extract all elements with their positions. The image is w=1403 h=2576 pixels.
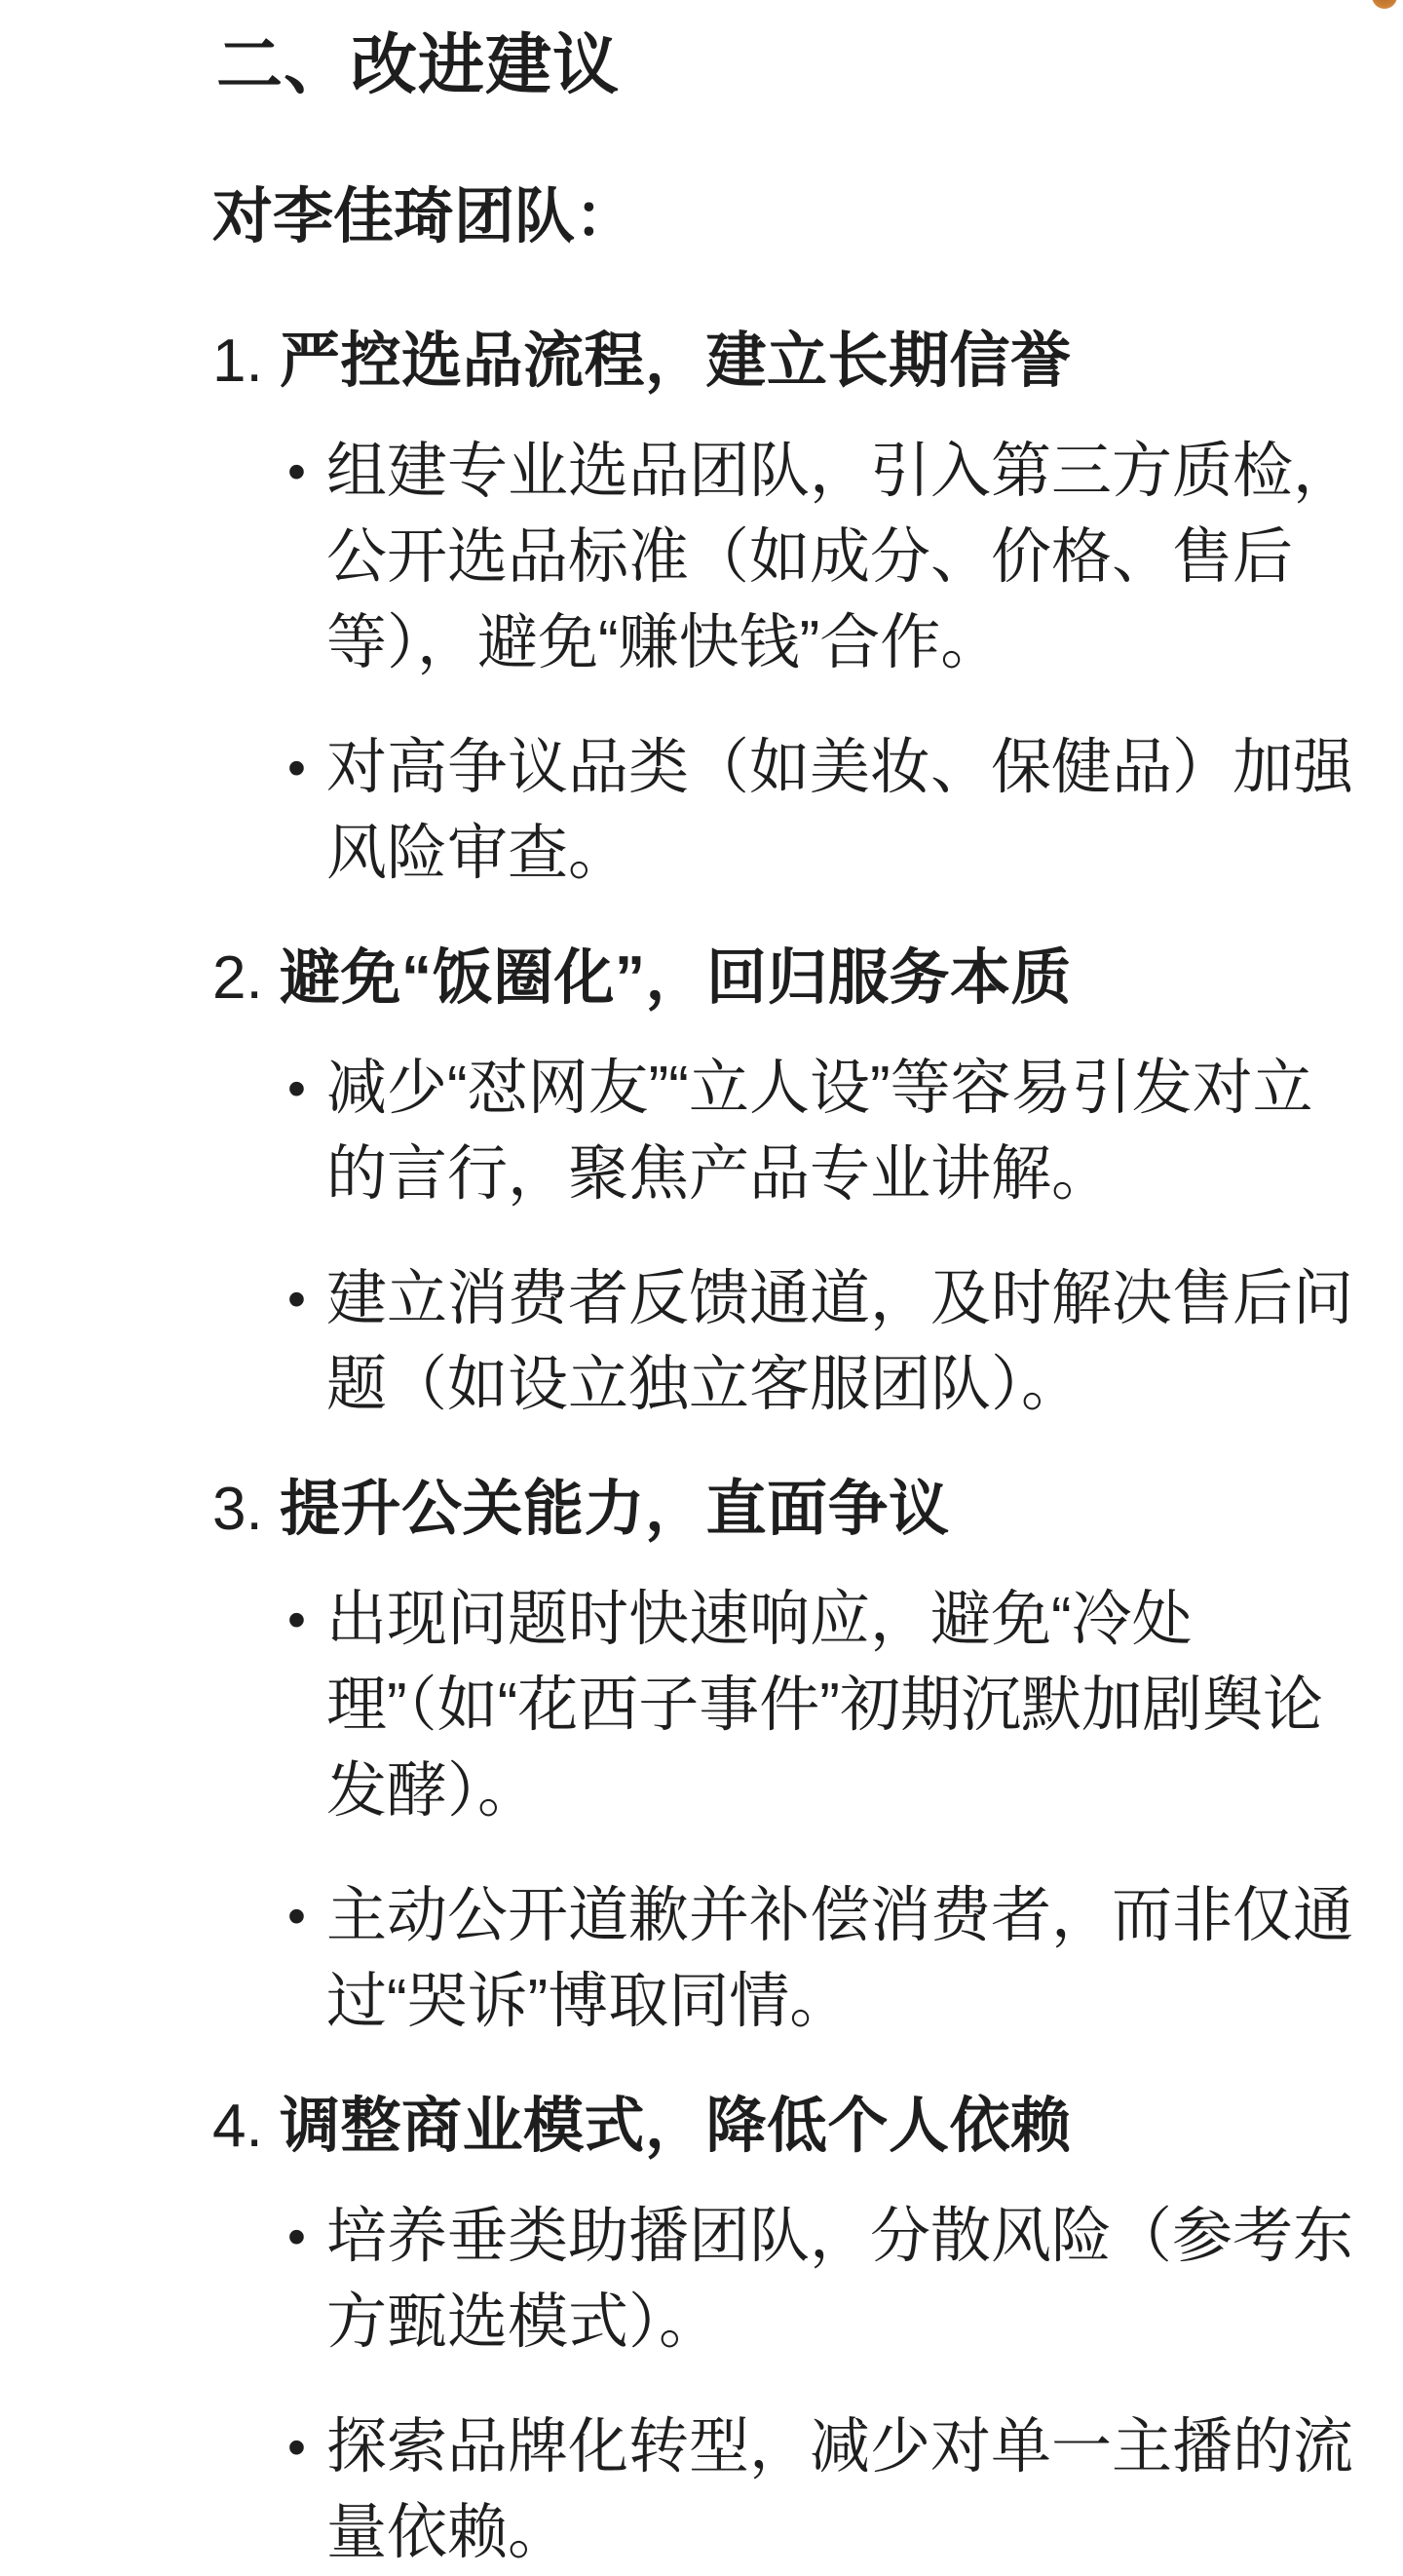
item-title: 避免“饭圈化”，回归服务本质 xyxy=(280,944,1073,1012)
list-item-1 xyxy=(212,319,1366,897)
bullet-dot-icon: • xyxy=(287,2208,306,2266)
subheading: 对李佳琦团队： xyxy=(212,183,636,250)
item-heading xyxy=(212,1467,1366,1553)
item-title: 调整商业模式，降低个人依赖 xyxy=(280,2093,1072,2160)
bullet-text: 建立消费者反馈通道，及时解决售后问题（如设立独立客服团队）。 xyxy=(326,1265,1354,1418)
item-number: 4. xyxy=(212,2093,263,2160)
item-heading xyxy=(212,936,1366,1021)
bullet-text: 组建专业选品团队，引入第三方质检，公开选品标准（如成分、价格、售后等），避免“赚快钱”合作。 xyxy=(326,438,1354,676)
bullet-text: 主动公开道歉并补偿消费者，而非仅通过“哭诉”博取同情。 xyxy=(326,1882,1354,2035)
bullet-dot-icon: • xyxy=(287,1591,306,1649)
bullet-text: 培养垂类助播团队，分散风险（参考东方甄选模式）。 xyxy=(326,2203,1354,2356)
bullet-text: 减少“怼网友”“立人设”等容易引发对立的言行，聚焦产品专业讲解。 xyxy=(326,1055,1313,1208)
bullet-dot-icon: • xyxy=(287,1059,306,1118)
section-heading: 二、改进建议 xyxy=(216,28,621,102)
bullet-item xyxy=(212,725,1366,897)
item-heading xyxy=(212,2084,1366,2170)
bullet-item xyxy=(212,1046,1366,1217)
bullet-item xyxy=(212,2404,1366,2576)
bullet-item xyxy=(212,2194,1366,2365)
bullet-item xyxy=(212,429,1366,686)
item-title: 严控选品流程，建立长期信誉 xyxy=(280,327,1072,395)
bullet-text: 探索品牌化转型，减少对单一主播的流量依赖。 xyxy=(326,2413,1354,2566)
bullet-text: 出现问题时快速响应，避免“冷处理”（如“花西子事件”初期沉默加剧舆论发酵）。 xyxy=(326,1586,1323,1825)
bullet-dot-icon: • xyxy=(287,739,306,797)
list-item-4 xyxy=(212,2084,1366,2576)
item-heading xyxy=(212,319,1366,404)
bullet-dot-icon: • xyxy=(287,1270,306,1328)
item-number: 3. xyxy=(212,1476,263,1543)
bullet-dot-icon: • xyxy=(287,1887,306,1945)
list-item-2 xyxy=(212,936,1366,1428)
bullet-item xyxy=(212,1577,1366,1834)
bullet-dot-icon: • xyxy=(287,442,306,501)
item-number: 2. xyxy=(212,944,263,1012)
item-title: 提升公关能力，直面争议 xyxy=(280,1476,950,1543)
bullet-text: 对高争议品类（如美妆、保健品）加强风险审查。 xyxy=(326,734,1354,887)
list-item-3 xyxy=(212,1467,1366,2045)
bullet-dot-icon: • xyxy=(287,2418,306,2477)
item-number: 1. xyxy=(212,327,263,395)
bullet-item xyxy=(212,1256,1366,1428)
bullet-item xyxy=(212,1873,1366,2045)
orange-badge-icon xyxy=(1372,0,1397,9)
